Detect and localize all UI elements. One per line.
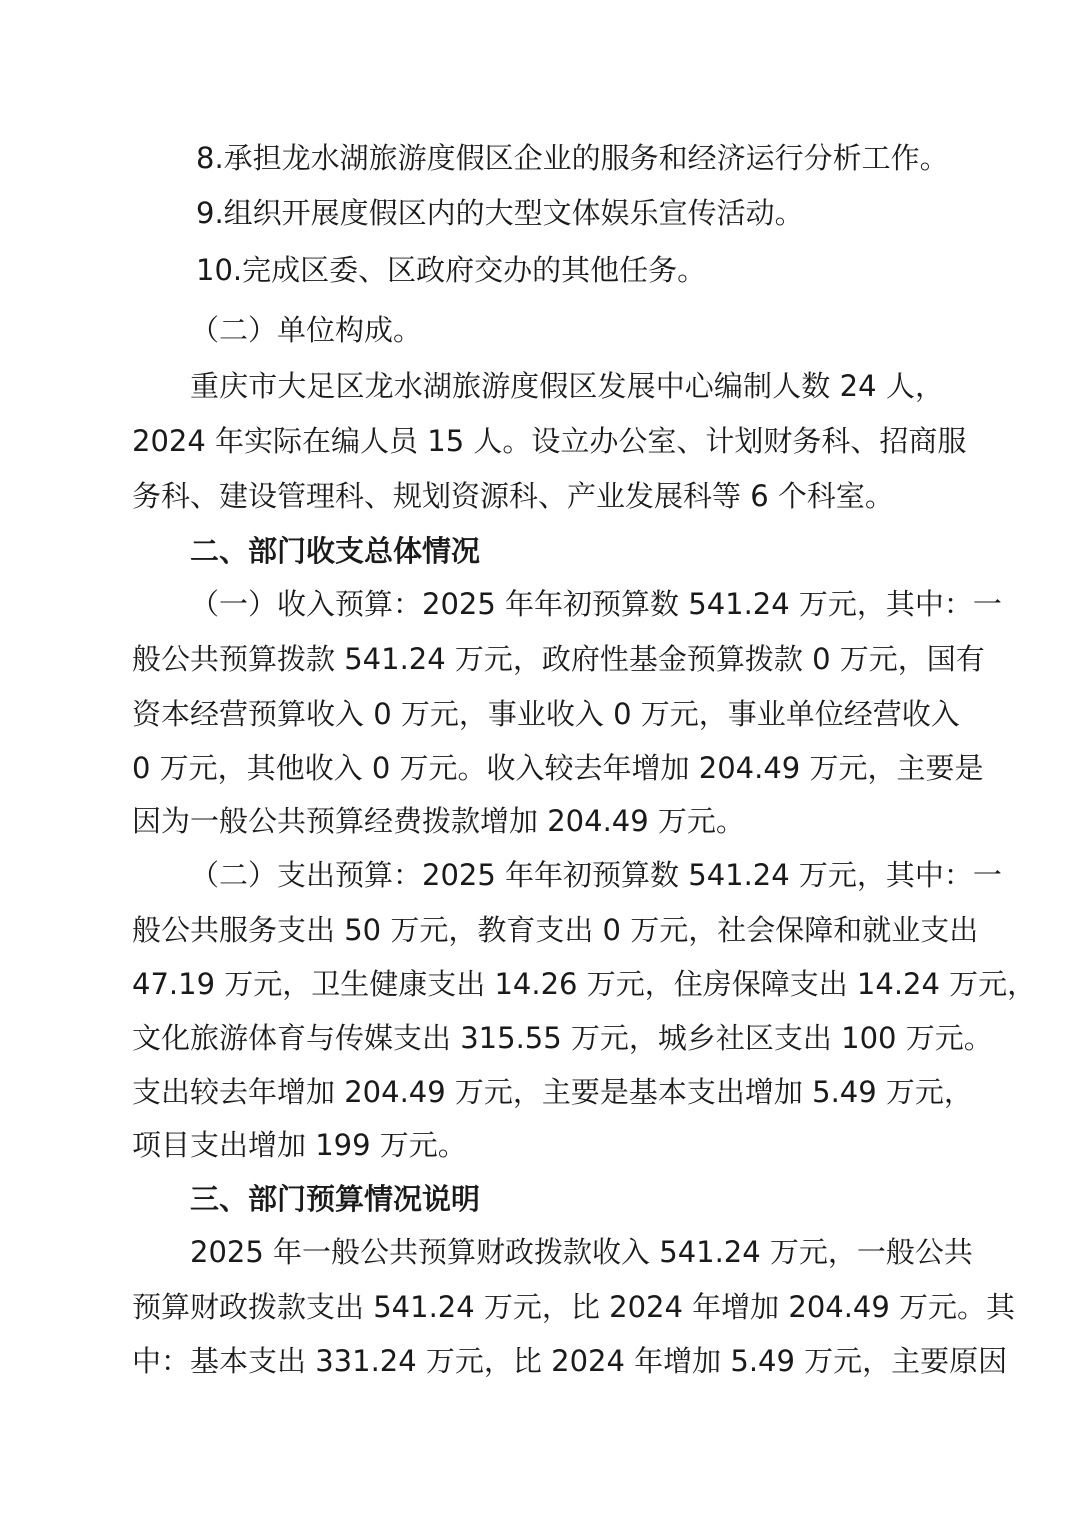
- section-heading-2: 二、部门收支总体情况: [190, 534, 481, 568]
- paragraph-line: 中：基本支出 331.24 万元，比 2024 年增加 5.49 万元，主要原因: [132, 1344, 1008, 1378]
- paragraph-line: 资本经营预算收入 0 万元，事业收入 0 万元，事业单位经营收入: [132, 697, 960, 731]
- section-heading-3: 三、部门预算情况说明: [190, 1182, 481, 1216]
- paragraph-line: 般公共服务支出 50 万元，教育支出 0 万元，社会保障和就业支出: [132, 913, 979, 947]
- paragraph-line: 预算财政拨款支出 541.24 万元，比 2024 年增加 204.49 万元。其: [132, 1290, 1016, 1324]
- duty-item-8: 8.承担龙水湖旅游度假区企业的服务和经济运行分析工作。: [196, 141, 949, 175]
- duty-item-10: 10.完成区委、区政府交办的其他任务。: [196, 253, 707, 287]
- duty-item-9: 9.组织开展度假区内的大型文体娱乐宣传活动。: [196, 196, 804, 230]
- paragraph-line: 文化旅游体育与传媒支出 315.55 万元，城乡社区支出 100 万元。: [132, 1021, 993, 1055]
- paragraph-line: 2024 年实际在编人员 15 人。设立办公室、计划财务科、招商服: [132, 424, 967, 458]
- paragraph-line: 般公共预算拨款 541.24 万元，政府性基金预算拨款 0 万元，国有: [132, 642, 985, 676]
- paragraph-line: 务科、建设管理科、规划资源科、产业发展科等 6 个科室。: [132, 479, 894, 513]
- paragraph-line: 项目支出增加 199 万元。: [132, 1128, 467, 1162]
- subsection-heading-unit-composition: （二）单位构成。: [190, 313, 423, 347]
- paragraph-line: 因为一般公共预算经费拨款增加 204.49 万元。: [132, 804, 745, 838]
- paragraph-line: 47.19 万元，卫生健康支出 14.26 万元，住房保障支出 14.24 万元，: [132, 967, 1037, 1001]
- paragraph-line: 支出较去年增加 204.49 万元，主要是基本支出增加 5.49 万元，: [132, 1075, 973, 1109]
- paragraph-line: 重庆市大足区龙水湖旅游度假区发展中心编制人数 24 人，: [190, 369, 944, 403]
- paragraph-line: （二）支出预算：2025 年年初预算数 541.24 万元，其中：一: [190, 858, 1002, 892]
- paragraph-line: （一）收入预算：2025 年年初预算数 541.24 万元，其中：一: [190, 587, 1002, 621]
- paragraph-line: 0 万元，其他收入 0 万元。收入较去年增加 204.49 万元，主要是: [132, 751, 984, 785]
- paragraph-line: 2025 年一般公共预算财政拨款收入 541.24 万元，一般公共: [190, 1235, 973, 1269]
